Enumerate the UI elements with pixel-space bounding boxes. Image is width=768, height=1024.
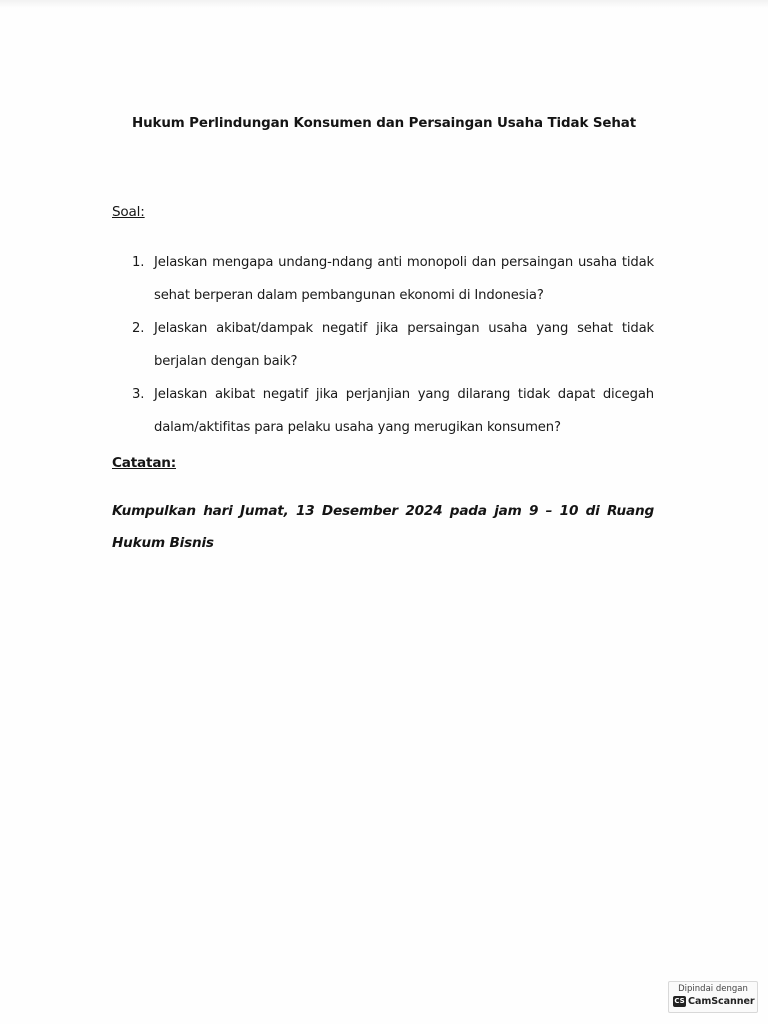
question-number: 1. — [132, 255, 145, 270]
watermark-brand-row — [673, 996, 754, 1007]
watermark-brand: CamScanner — [688, 996, 755, 1007]
question-text: Jelaskan akibat negatif jika perjanjian yang dilarang tidak dapat dicegah dalam/aktifitas para pelaku usaha yang merugikan konsumen? — [154, 387, 654, 435]
question-number: 3. — [132, 387, 145, 402]
camscanner-watermark — [668, 981, 758, 1013]
watermark-caption: Dipindai dengan — [678, 984, 748, 994]
question-text: Jelaskan mengapa undang-ndang anti monopoli dan persaingan usaha tidak sehat berperan dalam pembangunan ekonomi di Indonesia? — [154, 255, 654, 303]
submission-note: Kumpulkan hari Jumat, 13 Desember 2024 pada jam 9 – 10 di Ruang Hukum Bisnis — [112, 503, 654, 551]
question-list — [132, 246, 654, 444]
scan-shadow — [0, 0, 768, 8]
question-item — [132, 246, 654, 312]
soal-heading: Soal: — [112, 204, 145, 220]
catatan-heading: Catatan: — [112, 455, 177, 471]
question-item — [132, 312, 654, 378]
camscanner-logo-icon: CS — [674, 997, 685, 1005]
document-title: Hukum Perlindungan Konsumen dan Persaingan Usaha Tidak Sehat — [131, 116, 637, 131]
question-number: 2. — [132, 321, 145, 336]
question-text: Jelaskan akibat/dampak negatif jika persaingan usaha yang sehat tidak berjalan dengan baik? — [154, 321, 654, 369]
question-item — [132, 378, 654, 444]
